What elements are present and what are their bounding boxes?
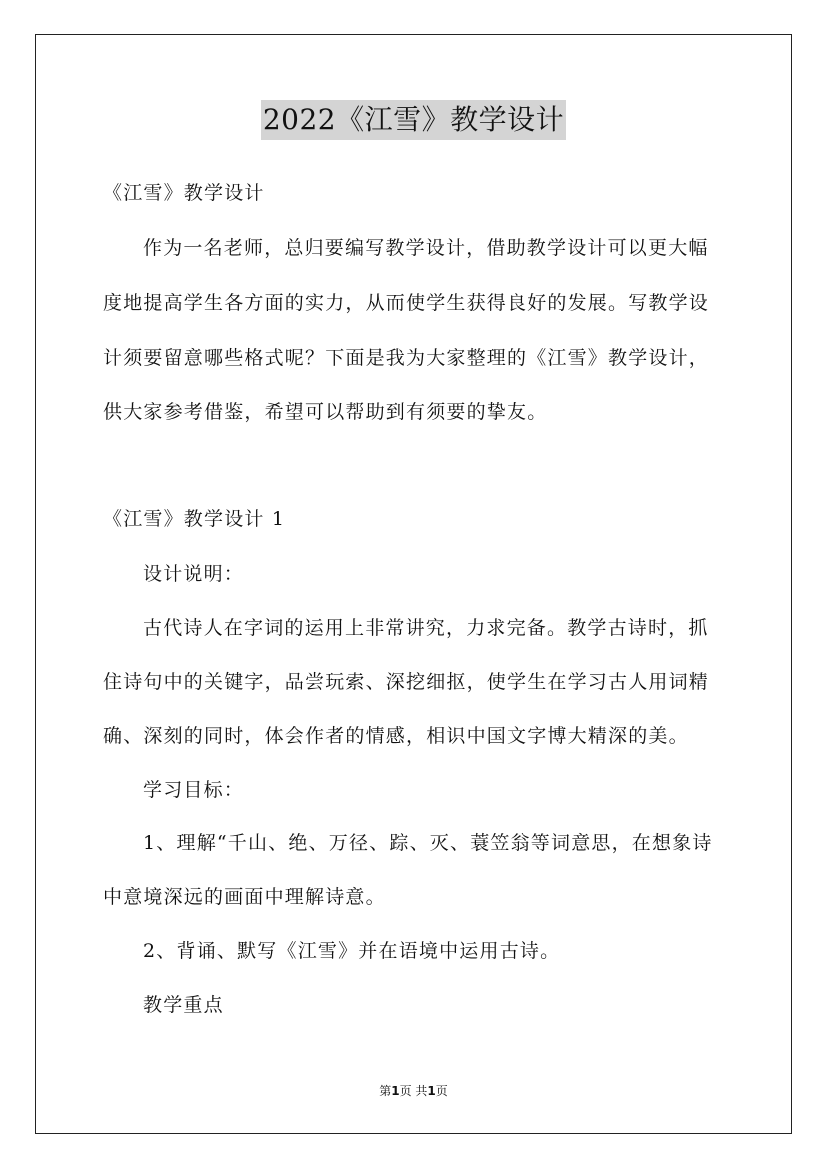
- footer-page-total: 1: [427, 1084, 436, 1098]
- section-heading: 《江雪》教学设计 1: [103, 508, 286, 530]
- intro-line-2: 度地提高学生各方面的实力，从而使学生获得良好的发展。写教学设: [103, 292, 710, 314]
- goal2-line: 2、背诵、默写《江雪》并在语境中运用古诗。: [143, 940, 561, 962]
- footer-mid: 页 共: [399, 1084, 428, 1098]
- goals-label: 学习目标：: [143, 779, 245, 801]
- goal1-line-1: 1、理解“千山、绝、万径、踪、灭、蓑笠翁等词意思，在想象诗: [143, 832, 713, 854]
- design-label: 设计说明：: [143, 563, 245, 585]
- design-line-1: 古代诗人在字词的运用上非常讲究，力求完备。教学古诗时，抓: [143, 617, 709, 639]
- intro-line-1: 作为一名老师，总归要编写教学设计，借助教学设计可以更大幅: [143, 237, 709, 259]
- intro-line-3: 计须要留意哪些格式呢？下面是我为大家整理的《江雪》教学设计，: [103, 347, 710, 369]
- document-subtitle: 《江雪》教学设计: [103, 182, 265, 204]
- footer-page-current: 1: [391, 1084, 400, 1098]
- focus-label: 教学重点: [143, 994, 224, 1016]
- intro-line-4: 供大家参考借鉴，希望可以帮助到有须要的挚友。: [103, 401, 548, 423]
- page-footer: [0, 1082, 827, 1100]
- document-title: 2022《江雪》教学设计: [261, 100, 566, 140]
- footer-prefix: 第: [379, 1084, 392, 1098]
- footer-suffix: 页: [435, 1084, 448, 1098]
- title-container: [0, 100, 827, 140]
- design-line-2: 住诗句中的关键字，品尝玩索、深挖细抠，使学生在学习古人用词精: [103, 671, 710, 693]
- goal1-line-2: 中意境深远的画面中理解诗意。: [103, 886, 386, 908]
- design-line-3: 确、深刻的同时，体会作者的情感，相识中国文字博大精深的美。: [103, 725, 689, 747]
